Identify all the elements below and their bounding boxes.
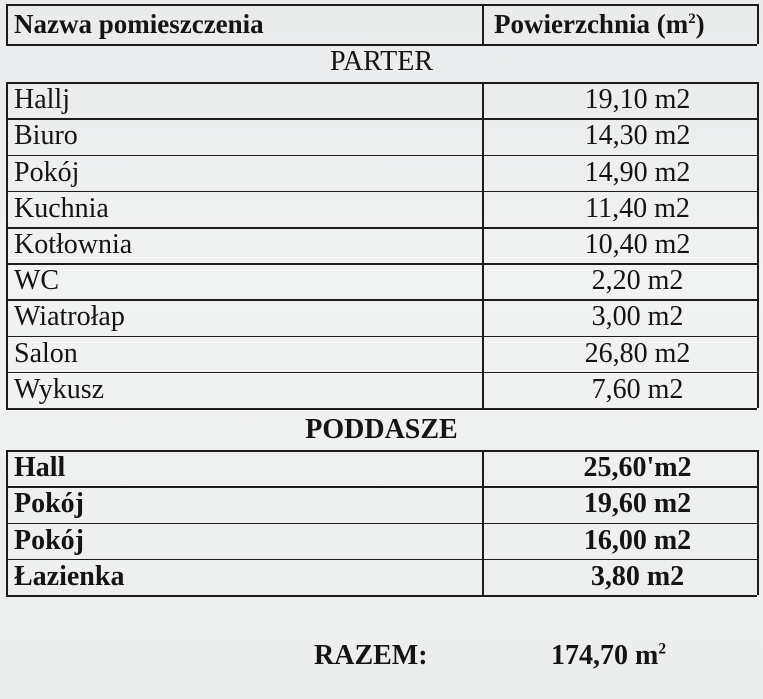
header-area-column	[482, 4, 757, 44]
room-area: 26,80 m2	[584, 337, 691, 369]
room-name: Salon	[14, 337, 78, 369]
table-rule	[6, 559, 757, 561]
table-rule	[6, 595, 757, 597]
room-name: Pokój	[14, 488, 84, 520]
room-name: Hall	[14, 452, 66, 484]
table-rule	[6, 299, 757, 301]
table-header-row	[6, 4, 757, 44]
room-name-cell	[6, 336, 482, 372]
room-area: 2,20 m2	[591, 265, 684, 297]
table-column-rule	[6, 4, 8, 44]
table-rule	[6, 118, 757, 120]
room-name-cell	[6, 82, 482, 118]
table-row	[6, 227, 757, 263]
room-name-cell	[6, 372, 482, 408]
room-area-cell	[482, 118, 757, 154]
table-column-rule	[482, 450, 484, 595]
section-title	[6, 412, 757, 448]
table-row	[6, 118, 757, 154]
table-rule	[6, 227, 757, 229]
room-name-cell	[6, 263, 482, 299]
room-area: 19,60 m2	[583, 488, 692, 520]
table-row	[6, 336, 757, 372]
total-label	[314, 632, 428, 680]
table-row	[6, 82, 757, 118]
table-rule	[6, 263, 757, 265]
room-name: Łazienka	[14, 560, 125, 592]
room-name-cell	[6, 227, 482, 263]
table-rule	[6, 523, 757, 525]
table-row	[6, 155, 757, 191]
room-area-cell	[482, 559, 757, 595]
table-row	[6, 486, 757, 522]
table-rule	[6, 372, 757, 374]
room-name: Biuro	[14, 120, 78, 152]
table-rule	[6, 408, 757, 410]
table-row	[6, 450, 757, 486]
room-name-cell	[6, 523, 482, 559]
room-name: Pokój	[14, 524, 84, 556]
table-row	[6, 299, 757, 335]
room-area-cell	[482, 372, 757, 408]
room-area: 11,40 m2	[585, 192, 690, 224]
room-name: Kotłownia	[14, 229, 133, 261]
room-name: Wiatrołap	[14, 301, 125, 333]
room-area: 3,80 m2	[590, 560, 685, 592]
room-name: Wykusz	[14, 373, 105, 405]
table-row	[6, 191, 757, 227]
table-row	[6, 372, 757, 408]
room-area-cell	[482, 523, 757, 559]
header-name-column	[6, 4, 482, 44]
table-row	[6, 523, 757, 559]
section-title-row	[6, 44, 757, 80]
room-name: Hallj	[14, 84, 70, 116]
room-area: 14,90 m2	[584, 156, 691, 188]
room-area: 16,00 m2	[583, 524, 692, 556]
table-column-rule	[757, 450, 759, 595]
room-name-cell	[6, 155, 482, 191]
room-area-cell	[482, 155, 757, 191]
room-area: 19,10 m2	[584, 84, 691, 116]
room-name: WC	[14, 265, 60, 297]
table-rule	[6, 191, 757, 193]
table-rule	[6, 44, 757, 46]
room-area-cell	[482, 227, 757, 263]
table-column-rule	[482, 4, 484, 44]
section-title	[6, 44, 757, 80]
section-title-text: PARTER	[329, 46, 434, 78]
room-area: 25,60'm2	[583, 452, 692, 484]
table-row	[6, 559, 757, 595]
table-column-rule	[6, 82, 8, 408]
room-name-cell	[6, 191, 482, 227]
section-title-row	[6, 412, 757, 448]
header-area-label: Powierzchnia $(m^2)$	[494, 8, 705, 39]
room-name-cell	[6, 559, 482, 595]
table-rule	[6, 336, 757, 338]
room-area-cell	[482, 263, 757, 299]
table-column-rule	[482, 82, 484, 408]
room-area: 14,30 m2	[584, 120, 691, 152]
room-name: Kuchnia	[14, 192, 109, 224]
table-rule	[6, 155, 757, 157]
room-name: Pokój	[14, 156, 80, 188]
total-value	[551, 632, 666, 680]
room-name-cell	[6, 118, 482, 154]
header-name-label: Nazwa pomieszczenia	[14, 8, 264, 39]
room-area-cell	[482, 486, 757, 522]
table-rule	[6, 450, 757, 452]
room-area-cell	[482, 299, 757, 335]
table-column-rule	[757, 4, 759, 44]
table-column-rule	[6, 450, 8, 595]
table-rule	[6, 486, 757, 488]
room-name-cell	[6, 486, 482, 522]
section-title-text: PODDASZE	[305, 414, 458, 446]
total-value-text: 174,70 $m^2$	[551, 640, 667, 671]
total-label-text: RAZEM:	[314, 640, 428, 671]
table-rule	[6, 82, 757, 84]
table-rule	[6, 4, 757, 6]
room-name-cell	[6, 450, 482, 486]
room-name-cell	[6, 299, 482, 335]
table-row	[6, 263, 757, 299]
room-area: 3,00 m2	[591, 301, 684, 333]
room-area-cell	[482, 82, 757, 118]
room-area-cell	[482, 450, 757, 486]
room-area-cell	[482, 336, 757, 372]
room-area: 10,40 m2	[584, 229, 691, 261]
room-area: 7,60 m2	[591, 373, 684, 405]
room-area-cell	[482, 191, 757, 227]
table-column-rule	[757, 82, 759, 408]
